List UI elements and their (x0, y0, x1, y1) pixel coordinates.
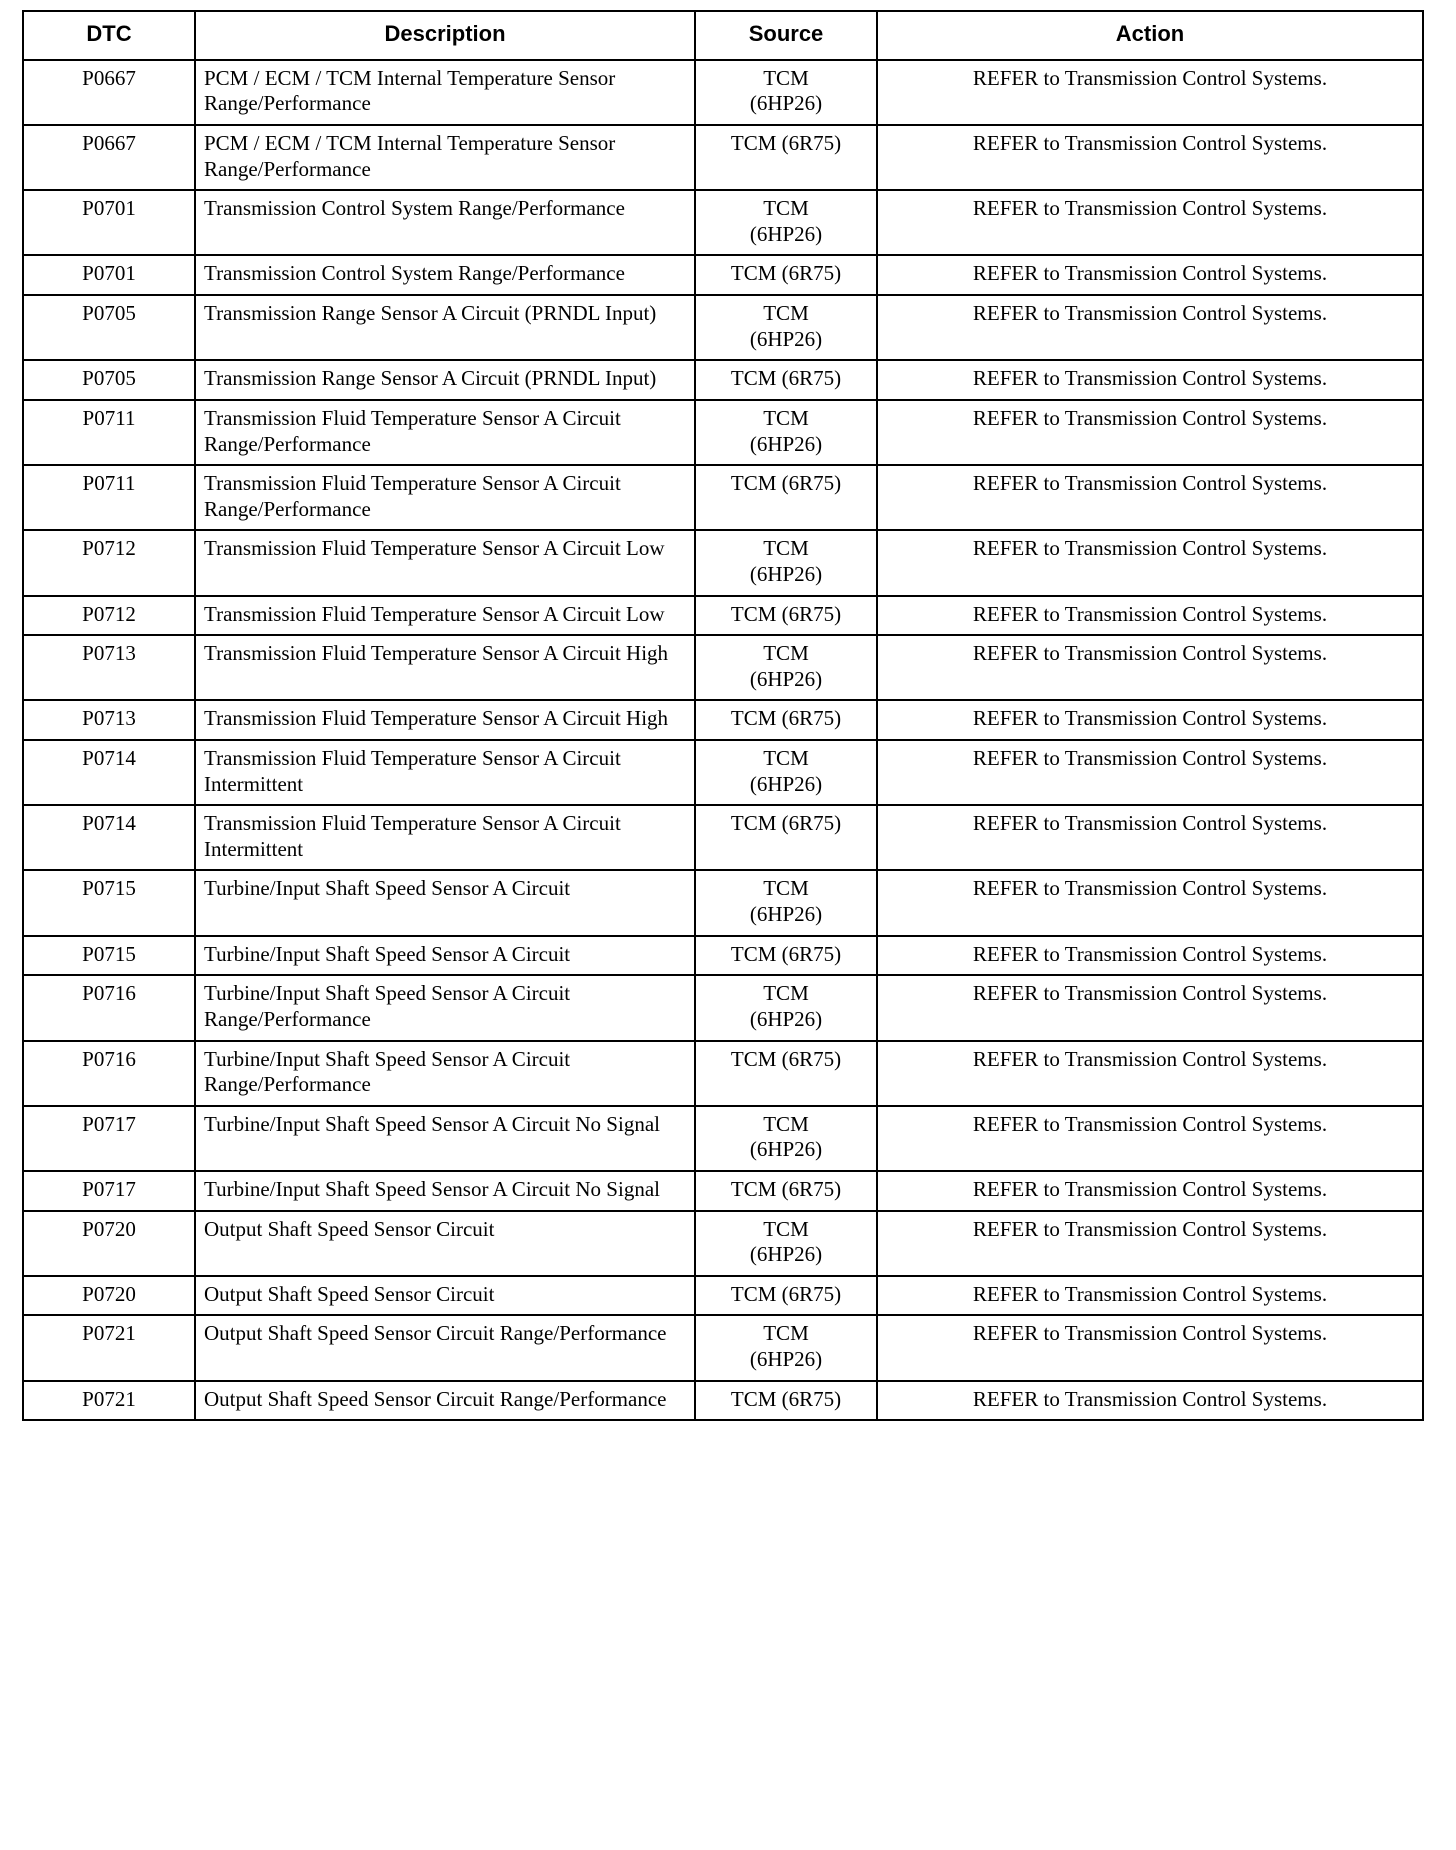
table-row (23, 1211, 1423, 1276)
cell-description: Transmission Fluid Temperature Sensor A Circuit High (195, 635, 695, 700)
cell-source (695, 975, 877, 1040)
table-header-row (23, 11, 1423, 60)
cell-action: REFER to Transmission Control Systems. (877, 125, 1423, 190)
cell-action: REFER to Transmission Control Systems. (877, 1276, 1423, 1316)
cell-description: Turbine/Input Shaft Speed Sensor A Circuit Range/Performance (195, 1041, 695, 1106)
column-header-action: Action (877, 11, 1423, 60)
cell-dtc: P0721 (23, 1315, 195, 1380)
cell-action: REFER to Transmission Control Systems. (877, 1381, 1423, 1421)
source-primary: TCM (6R75) (730, 1046, 842, 1071)
column-header-description: Description (195, 11, 695, 60)
cell-action: REFER to Transmission Control Systems. (877, 936, 1423, 976)
table-row (23, 635, 1423, 700)
cell-dtc: P0720 (23, 1211, 195, 1276)
source-secondary: (6HP26) (749, 666, 823, 691)
source-secondary: (6HP26) (749, 221, 823, 246)
cell-description: Transmission Range Sensor A Circuit (PRNDL Input) (195, 295, 695, 360)
cell-source (695, 360, 877, 400)
cell-source (695, 60, 877, 125)
cell-action: REFER to Transmission Control Systems. (877, 700, 1423, 740)
source-secondary: (6HP26) (749, 431, 823, 456)
cell-description: PCM / ECM / TCM Internal Temperature Sensor Range/Performance (195, 125, 695, 190)
table-row (23, 1276, 1423, 1316)
table-row (23, 190, 1423, 255)
source-primary: TCM (6R75) (730, 1386, 842, 1411)
cell-description: PCM / ECM / TCM Internal Temperature Sensor Range/Performance (195, 60, 695, 125)
table-row (23, 1171, 1423, 1211)
table-row (23, 740, 1423, 805)
cell-description: Transmission Fluid Temperature Sensor A Circuit Range/Performance (195, 400, 695, 465)
source-primary: TCM (763, 981, 809, 1006)
cell-action: REFER to Transmission Control Systems. (877, 1315, 1423, 1380)
cell-source (695, 125, 877, 190)
source-secondary: (6HP26) (749, 326, 823, 351)
cell-description: Output Shaft Speed Sensor Circuit (195, 1211, 695, 1276)
table-row (23, 700, 1423, 740)
source-primary: TCM (763, 1216, 809, 1241)
source-secondary: (6HP26) (749, 561, 823, 586)
cell-action: REFER to Transmission Control Systems. (877, 60, 1423, 125)
cell-source (695, 635, 877, 700)
cell-description: Transmission Fluid Temperature Sensor A Circuit High (195, 700, 695, 740)
table-header (23, 11, 1423, 60)
cell-dtc: P0705 (23, 360, 195, 400)
cell-description: Output Shaft Speed Sensor Circuit (195, 1276, 695, 1316)
source-primary: TCM (6R75) (730, 941, 842, 966)
cell-action: REFER to Transmission Control Systems. (877, 360, 1423, 400)
cell-action: REFER to Transmission Control Systems. (877, 530, 1423, 595)
cell-dtc: P0715 (23, 936, 195, 976)
source-primary: TCM (6R75) (730, 706, 842, 731)
table-row (23, 596, 1423, 636)
cell-action: REFER to Transmission Control Systems. (877, 596, 1423, 636)
table-row (23, 530, 1423, 595)
source-primary: TCM (6R75) (730, 261, 842, 286)
cell-dtc: P0713 (23, 635, 195, 700)
cell-source (695, 805, 877, 870)
cell-action: REFER to Transmission Control Systems. (877, 1171, 1423, 1211)
cell-source (695, 936, 877, 976)
source-primary: TCM (763, 65, 809, 90)
cell-source (695, 255, 877, 295)
cell-description: Turbine/Input Shaft Speed Sensor A Circuit No Signal (195, 1171, 695, 1211)
cell-description: Output Shaft Speed Sensor Circuit Range/Performance (195, 1315, 695, 1380)
table-row (23, 465, 1423, 530)
cell-source (695, 1276, 877, 1316)
cell-action: REFER to Transmission Control Systems. (877, 805, 1423, 870)
table-row (23, 1041, 1423, 1106)
cell-description: Transmission Fluid Temperature Sensor A Circuit Intermittent (195, 805, 695, 870)
cell-description: Transmission Control System Range/Performance (195, 255, 695, 295)
table-row (23, 255, 1423, 295)
source-primary: TCM (763, 536, 809, 561)
table-row (23, 975, 1423, 1040)
source-primary: TCM (763, 641, 809, 666)
cell-description: Turbine/Input Shaft Speed Sensor A Circuit No Signal (195, 1106, 695, 1171)
cell-source (695, 596, 877, 636)
table-row (23, 295, 1423, 360)
cell-source (695, 1041, 877, 1106)
table-row (23, 125, 1423, 190)
cell-dtc: P0711 (23, 400, 195, 465)
cell-dtc: P0667 (23, 125, 195, 190)
cell-source (695, 295, 877, 360)
cell-action: REFER to Transmission Control Systems. (877, 740, 1423, 805)
cell-source (695, 530, 877, 595)
cell-dtc: P0713 (23, 700, 195, 740)
table-row (23, 360, 1423, 400)
cell-dtc: P0714 (23, 805, 195, 870)
cell-dtc: P0711 (23, 465, 195, 530)
cell-description: Turbine/Input Shaft Speed Sensor A Circuit (195, 870, 695, 935)
table-row (23, 1381, 1423, 1421)
source-secondary: (6HP26) (749, 91, 823, 116)
table-row (23, 1315, 1423, 1380)
cell-dtc: P0701 (23, 255, 195, 295)
cell-dtc: P0667 (23, 60, 195, 125)
cell-action: REFER to Transmission Control Systems. (877, 255, 1423, 295)
cell-description: Transmission Range Sensor A Circuit (PRNDL Input) (195, 360, 695, 400)
cell-source (695, 740, 877, 805)
cell-dtc: P0705 (23, 295, 195, 360)
cell-action: REFER to Transmission Control Systems. (877, 635, 1423, 700)
cell-action: REFER to Transmission Control Systems. (877, 1211, 1423, 1276)
cell-action: REFER to Transmission Control Systems. (877, 400, 1423, 465)
source-primary: TCM (763, 405, 809, 430)
source-primary: TCM (6R75) (730, 601, 842, 626)
cell-source (695, 465, 877, 530)
cell-description: Transmission Fluid Temperature Sensor A Circuit Low (195, 596, 695, 636)
cell-source (695, 700, 877, 740)
cell-description: Transmission Fluid Temperature Sensor A Circuit Low (195, 530, 695, 595)
cell-description: Turbine/Input Shaft Speed Sensor A Circuit Range/Performance (195, 975, 695, 1040)
source-primary: TCM (6R75) (730, 1281, 842, 1306)
cell-dtc: P0717 (23, 1171, 195, 1211)
cell-description: Turbine/Input Shaft Speed Sensor A Circuit (195, 936, 695, 976)
cell-dtc: P0715 (23, 870, 195, 935)
source-primary: TCM (6R75) (730, 131, 842, 156)
cell-source (695, 1106, 877, 1171)
cell-action: REFER to Transmission Control Systems. (877, 190, 1423, 255)
source-primary: TCM (763, 746, 809, 771)
cell-source (695, 1171, 877, 1211)
cell-dtc: P0720 (23, 1276, 195, 1316)
cell-source (695, 870, 877, 935)
cell-dtc: P0712 (23, 530, 195, 595)
source-primary: TCM (763, 876, 809, 901)
table-row (23, 1106, 1423, 1171)
cell-description: Transmission Fluid Temperature Sensor A Circuit Range/Performance (195, 465, 695, 530)
source-primary: TCM (6R75) (730, 1176, 842, 1201)
dtc-table (22, 10, 1424, 1421)
cell-action: REFER to Transmission Control Systems. (877, 465, 1423, 530)
source-primary: TCM (763, 301, 809, 326)
cell-dtc: P0716 (23, 975, 195, 1040)
cell-action: REFER to Transmission Control Systems. (877, 295, 1423, 360)
cell-description: Transmission Fluid Temperature Sensor A Circuit Intermittent (195, 740, 695, 805)
table-body (23, 60, 1423, 1420)
source-secondary: (6HP26) (749, 1006, 823, 1031)
cell-source (695, 1381, 877, 1421)
cell-dtc: P0717 (23, 1106, 195, 1171)
column-header-source: Source (695, 11, 877, 60)
column-header-dtc: DTC (23, 11, 195, 60)
cell-action: REFER to Transmission Control Systems. (877, 1106, 1423, 1171)
table-row (23, 936, 1423, 976)
cell-description: Output Shaft Speed Sensor Circuit Range/Performance (195, 1381, 695, 1421)
cell-description: Transmission Control System Range/Performance (195, 190, 695, 255)
cell-action: REFER to Transmission Control Systems. (877, 975, 1423, 1040)
source-primary: TCM (6R75) (730, 811, 842, 836)
table-row (23, 870, 1423, 935)
source-secondary: (6HP26) (749, 1242, 823, 1267)
source-primary: TCM (763, 1111, 809, 1136)
source-primary: TCM (763, 1321, 809, 1346)
cell-dtc: P0714 (23, 740, 195, 805)
cell-dtc: P0716 (23, 1041, 195, 1106)
cell-dtc: P0712 (23, 596, 195, 636)
source-secondary: (6HP26) (749, 771, 823, 796)
cell-source (695, 1315, 877, 1380)
source-secondary: (6HP26) (749, 1137, 823, 1162)
cell-action: REFER to Transmission Control Systems. (877, 1041, 1423, 1106)
table-row (23, 60, 1423, 125)
source-primary: TCM (6R75) (730, 366, 842, 391)
cell-source (695, 400, 877, 465)
cell-action: REFER to Transmission Control Systems. (877, 870, 1423, 935)
cell-source (695, 1211, 877, 1276)
source-primary: TCM (763, 196, 809, 221)
source-secondary: (6HP26) (749, 1346, 823, 1371)
cell-dtc: P0721 (23, 1381, 195, 1421)
source-primary: TCM (6R75) (730, 471, 842, 496)
source-secondary: (6HP26) (749, 902, 823, 927)
cell-dtc: P0701 (23, 190, 195, 255)
table-row (23, 400, 1423, 465)
cell-source (695, 190, 877, 255)
table-row (23, 805, 1423, 870)
